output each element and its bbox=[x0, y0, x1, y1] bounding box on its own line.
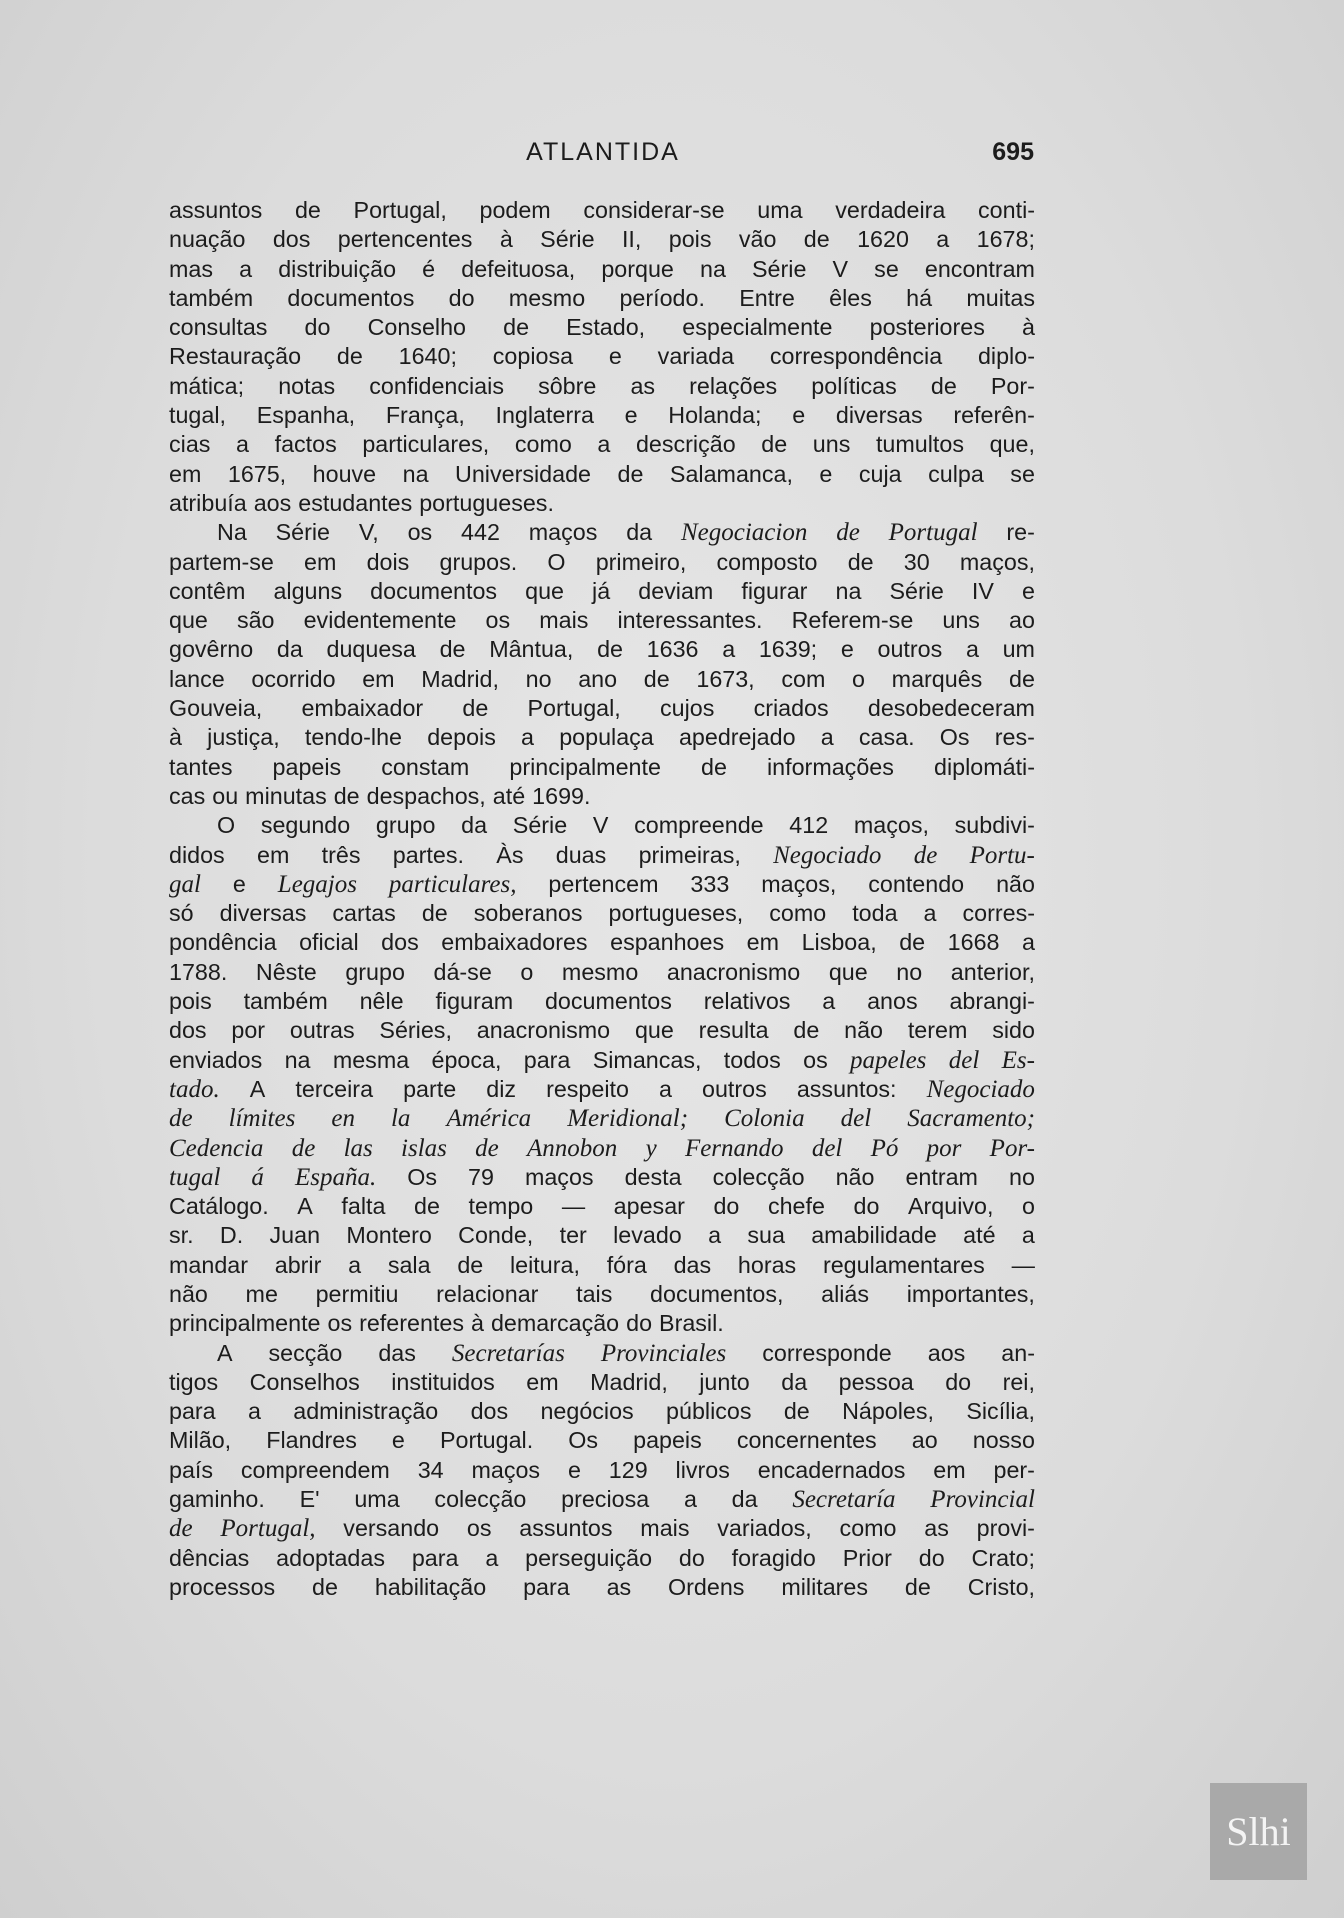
text-line: tantes papeis constam principalmente de informações diplomáti- bbox=[169, 753, 1035, 780]
text-line: processos de habilitação para as Ordens militares de Cristo, bbox=[169, 1573, 1035, 1600]
text-line: Gouveia, embaixador de Portugal, cujos criados desobedeceram bbox=[169, 695, 1035, 722]
text-line: dências adoptadas para a perseguição do foragido Prior do Crato; bbox=[169, 1544, 1035, 1571]
text-line: govêrno da duquesa de Mântua, de 1636 a 1639; e outros a um bbox=[169, 636, 1035, 663]
text-line: tigos Conselhos instituidos em Madrid, junto da pessoa do rei, bbox=[169, 1368, 1035, 1395]
text-line: que são evidentemente os mais interessantes. Referem-se uns ao bbox=[169, 607, 1035, 634]
text-line: pondência oficial dos embaixadores espanhoes em Lisboa, de 1668 a bbox=[169, 929, 1035, 956]
text-line: para a administração dos negócios públicos de Nápoles, Sicília, bbox=[169, 1398, 1035, 1425]
text-line: Cedencia de las islas de Annobon y Fernando del Pó por Por- bbox=[169, 1134, 1035, 1162]
page-number: 695 bbox=[992, 138, 1034, 166]
page-header bbox=[172, 132, 1034, 172]
running-title: ATLANTIDA bbox=[526, 138, 680, 166]
text-line: lance ocorrido em Madrid, no ano de 1673, com o marquês de bbox=[169, 665, 1035, 692]
text-line: Na Série V, os 442 maços da Negociacion de Portugal re- bbox=[217, 519, 1035, 547]
text-line: de Portugal, versando os assuntos mais variados, como as provi- bbox=[169, 1515, 1035, 1543]
text-line: assuntos de Portugal, podem considerar-se uma verdadeira conti- bbox=[169, 197, 1035, 223]
text-line: cias a factos particulares, como a descrição de uns tumultos que, bbox=[169, 431, 1035, 458]
text-line: Milão, Flandres e Portugal. Os papeis concernentes ao nosso bbox=[169, 1427, 1035, 1454]
text-line: não me permitiu relacionar tais documentos, aliás importantes, bbox=[169, 1280, 1035, 1307]
text-line: principalmente os referentes à demarcação do Brasil. bbox=[169, 1310, 724, 1337]
text-line: enviados na mesma época, para Simancas, todos os papeles del Es- bbox=[169, 1046, 1035, 1074]
text-line: mandar abrir a sala de leitura, fóra das horas regulamentares — bbox=[169, 1251, 1035, 1278]
text-line: pois também nêle figuram documentos relativos a anos abrangi- bbox=[169, 988, 1035, 1015]
text-line: A secção das Secretarías Provinciales corresponde aos an- bbox=[217, 1339, 1035, 1367]
text-line: de límites en la América Meridional; Colonia del Sacramento; bbox=[169, 1105, 1035, 1133]
text-line: consultas do Conselho de Estado, especialmente posteriores à bbox=[169, 314, 1035, 341]
text-line: dos por outras Séries, anacronismo que resulta de não terem sido bbox=[169, 1017, 1035, 1044]
library-logo: Slhi bbox=[1210, 1783, 1307, 1880]
text-line: 1788. Nêste grupo dá-se o mesmo anacronismo que no anterior, bbox=[169, 958, 1035, 985]
text-line: só diversas cartas de soberanos portugueses, como toda a corres- bbox=[169, 900, 1035, 927]
text-line: gal e Legajos particulares, pertencem 333 maços, contendo não bbox=[169, 870, 1035, 898]
text-line: mática; notas confidenciais sôbre as relações políticas de Por- bbox=[169, 372, 1035, 399]
text-line: em 1675, houve na Universidade de Salamanca, e cuja culpa se bbox=[169, 460, 1035, 487]
text-line: gaminho. E' uma colecção preciosa a da Secretaría Provincial bbox=[169, 1486, 1035, 1514]
body-text bbox=[169, 196, 1035, 1602]
text-line: à justiça, tendo-lhe depois a populaça apedrejado a casa. Os res- bbox=[169, 724, 1035, 751]
text-line: sr. D. Juan Montero Conde, ter levado a sua amabilidade até a bbox=[169, 1222, 1035, 1249]
text-line: mas a distribuição é defeituosa, porque na Série V se encontram bbox=[169, 255, 1035, 282]
text-line: tugal, Espanha, França, Inglaterra e Holanda; e diversas referên- bbox=[169, 402, 1035, 429]
text-line: contêm alguns documentos que já deviam figurar na Série IV e bbox=[169, 577, 1035, 604]
text-line: país compreendem 34 maços e 129 livros encadernados em per- bbox=[169, 1456, 1035, 1483]
text-line: Restauração de 1640; copiosa e variada correspondência diplo- bbox=[169, 343, 1035, 370]
text-line: nuação dos pertencentes à Série II, pois vão de 1620 a 1678; bbox=[169, 226, 1035, 253]
text-line: partem-se em dois grupos. O primeiro, composto de 30 maços, bbox=[169, 548, 1035, 575]
text-line: tado. A terceira parte diz respeito a outros assuntos: Negociado bbox=[169, 1075, 1035, 1103]
text-line: atribuía aos estudantes portugueses. bbox=[169, 489, 554, 516]
text-line: também documentos do mesmo período. Entre êles há muitas bbox=[169, 284, 1035, 311]
text-line: Catálogo. A falta de tempo — apesar do chefe do Arquivo, o bbox=[169, 1193, 1035, 1220]
text-line: cas ou minutas de despachos, até 1699. bbox=[169, 782, 591, 809]
text-line: O segundo grupo da Série V compreende 412 maços, subdivi- bbox=[217, 812, 1035, 839]
text-line: didos em três partes. Às duas primeiras, Negociado de Portu- bbox=[169, 841, 1035, 869]
text-line: tugal á España. Os 79 maços desta colecção não entram no bbox=[169, 1163, 1035, 1191]
